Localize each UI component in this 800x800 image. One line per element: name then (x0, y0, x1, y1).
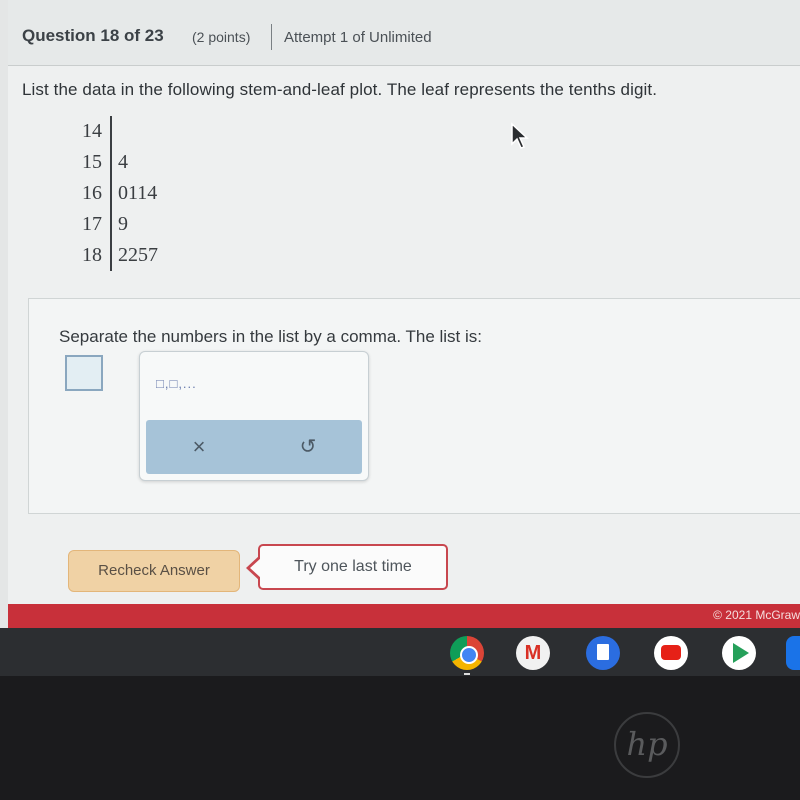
stem-row (76, 151, 196, 181)
chrome-icon[interactable] (450, 636, 484, 670)
stem-row (76, 182, 196, 212)
recheck-answer-button[interactable]: Recheck Answer (68, 550, 240, 592)
docs-icon[interactable] (586, 636, 620, 670)
question-header (8, 0, 800, 66)
undo-button[interactable]: ↺ (299, 436, 317, 458)
question-page (8, 0, 800, 628)
callout-arrow-fill (250, 558, 261, 578)
stem-value: 15 (82, 151, 102, 173)
copyright-text: © 2021 McGraw (713, 608, 800, 622)
clear-button[interactable]: × (192, 434, 206, 459)
question-points: (2 points) (192, 29, 251, 45)
stem-divider (110, 240, 112, 271)
running-indicator (464, 673, 470, 675)
answer-instructions: Separate the numbers in the list by a comma. The list is: (59, 327, 482, 346)
attempt-counter: Attempt 1 of Unlimited (284, 29, 432, 46)
leaf-values: 9 (118, 213, 128, 235)
youtube-icon[interactable] (654, 636, 688, 670)
question-prompt: List the data in the following stem-and-leaf plot. The leaf represents the tenths digit. (22, 80, 658, 99)
math-palette (139, 351, 369, 481)
leaf-values: 4 (118, 151, 128, 173)
stem-row (76, 120, 196, 150)
answer-panel (28, 298, 800, 514)
palette-toolbar (146, 420, 362, 474)
stem-divider (110, 147, 112, 178)
mouse-cursor-icon (510, 122, 530, 150)
sequence-template-button[interactable]: □,□,... (156, 376, 197, 391)
stem-row (76, 244, 196, 274)
stem-row (76, 213, 196, 243)
stem-value: 16 (82, 182, 102, 204)
leaf-values: 2257 (118, 244, 158, 266)
more-app-icon[interactable] (786, 636, 800, 670)
header-divider (271, 24, 272, 50)
leaf-values: 0114 (118, 182, 158, 204)
stem-divider (110, 116, 112, 147)
answer-input[interactable] (65, 355, 103, 391)
stem-value: 18 (82, 244, 102, 266)
footer-bar (8, 604, 800, 628)
try-again-callout: Try one last time (258, 544, 448, 590)
play-store-icon[interactable] (722, 636, 756, 670)
os-shelf (0, 628, 800, 676)
gmail-icon[interactable]: M (516, 636, 550, 670)
stem-divider (110, 209, 112, 240)
hp-logo: hp (614, 712, 680, 778)
stem-value: 14 (82, 120, 102, 142)
question-number: Question 18 of 23 (22, 26, 164, 45)
stem-value: 17 (82, 213, 102, 235)
stem-divider (110, 178, 112, 209)
